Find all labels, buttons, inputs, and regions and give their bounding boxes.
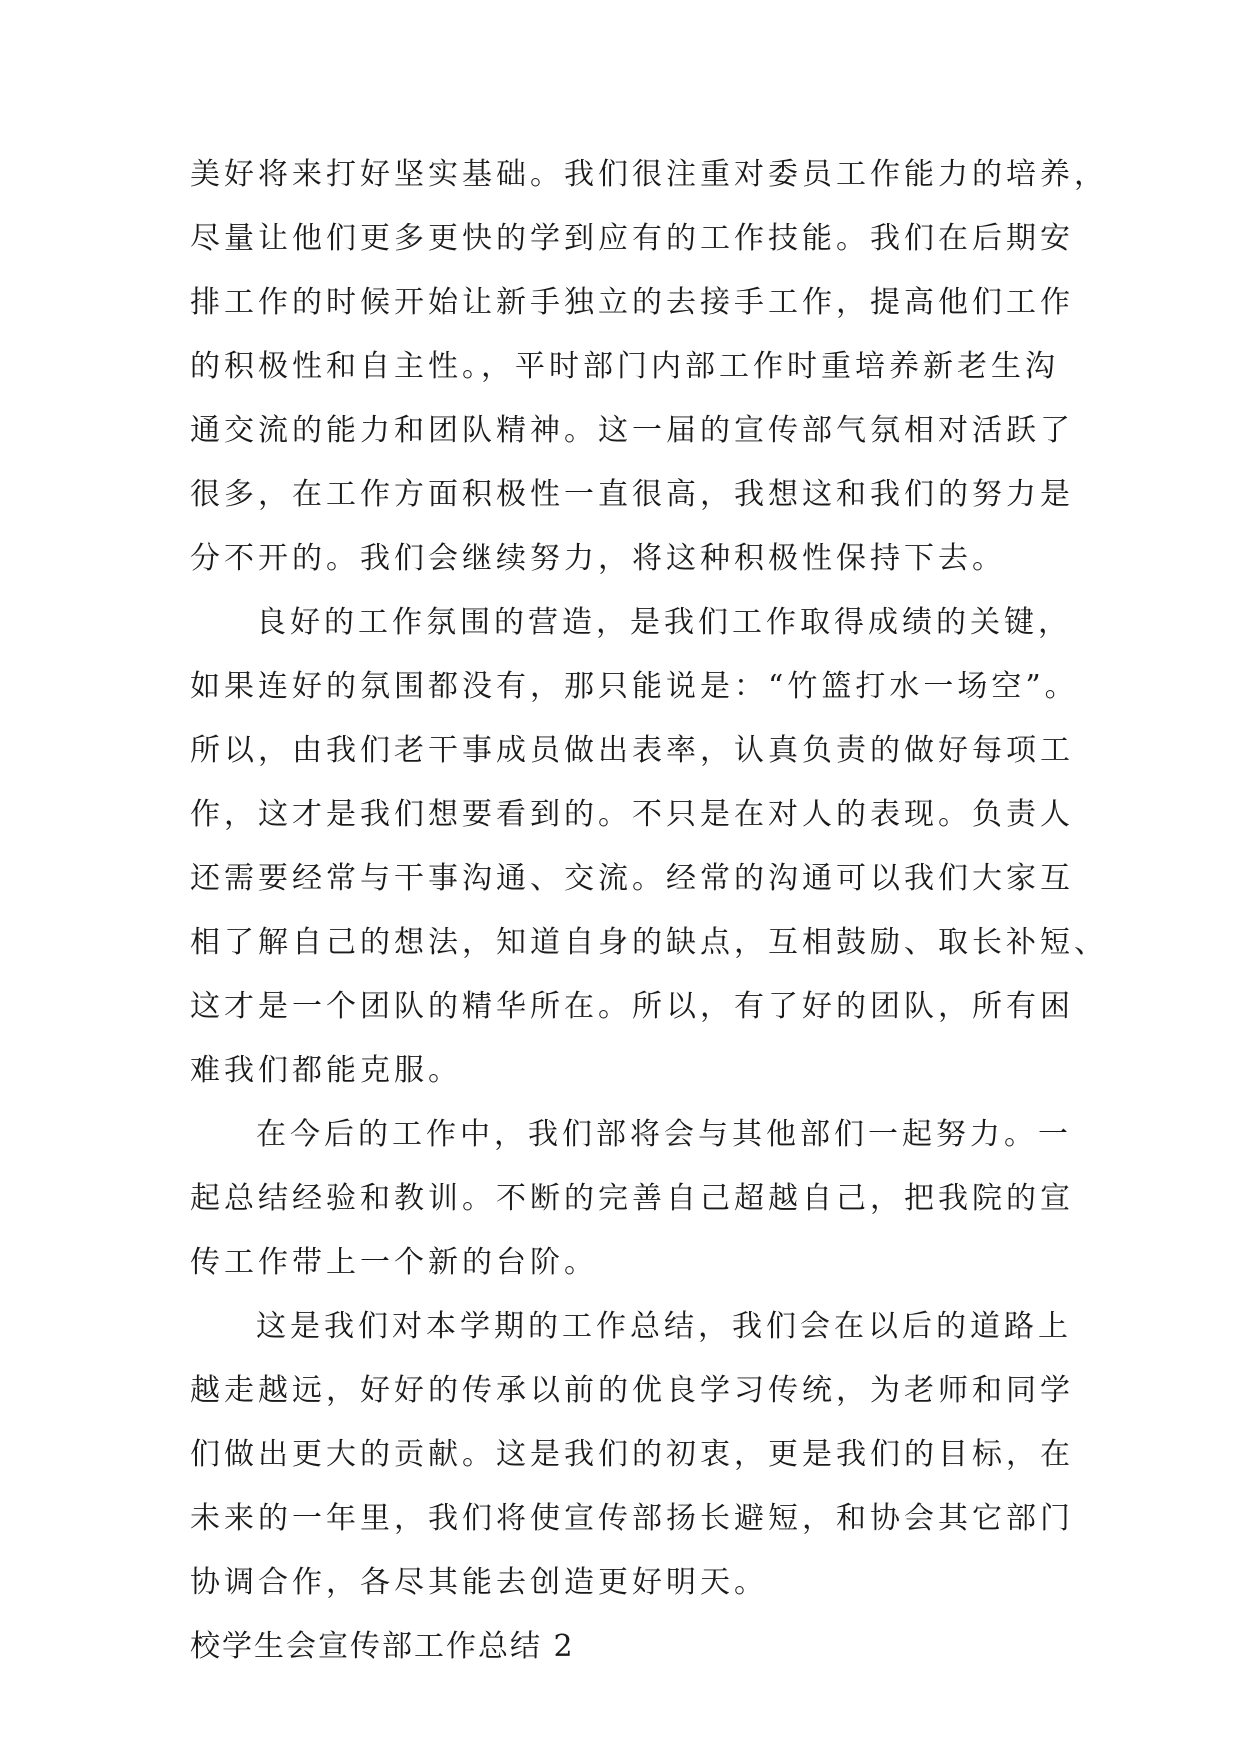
paragraph-4-line-5: 协调合作，各尽其能去创造更好明天。 [190, 1565, 768, 1600]
paragraph-4-line-4: 未来的一年里，我们将使宣传部扬长避短，和协会其它部门 [190, 1501, 1074, 1536]
section-heading: 校学生会宣传部工作总结 2 [190, 1629, 575, 1664]
paragraph-2-line-8: 难我们都能克服。 [190, 1053, 462, 1088]
paragraph-4-line-3: 们做出更大的贡献。这是我们的初衷，更是我们的目标，在 [190, 1437, 1074, 1472]
paragraph-2-line-1: 良好的工作氛围的营造，是我们工作取得成绩的关键， [256, 605, 1072, 640]
paragraph-4-line-2: 越走越远，好好的传承以前的优良学习传统，为老师和同学 [190, 1373, 1074, 1408]
paragraph-2-line-3: 所以，由我们老干事成员做出表率，认真负责的做好每项工 [190, 733, 1074, 768]
paragraph-2-line-6: 相了解自己的想法，知道自身的缺点，互相鼓励、取长补短、 [190, 925, 1108, 960]
paragraph-1-line-5: 通交流的能力和团队精神。这一届的宣传部气氛相对活跃了 [190, 413, 1074, 448]
paragraph-1-line-4: 的积极性和自主性。，平时部门内部工作时重培养新老生沟 [190, 349, 1059, 384]
paragraph-1-line-7: 分不开的。我们会继续努力，将这种积极性保持下去。 [190, 541, 1006, 576]
paragraph-2-line-5: 还需要经常与干事沟通、交流。经常的沟通可以我们大家互 [190, 861, 1074, 896]
paragraph-2-line-7: 这才是一个团队的精华所在。所以，有了好的团队，所有困 [190, 989, 1074, 1024]
paragraph-1-line-3: 排工作的时候开始让新手独立的去接手工作，提高他们工作 [190, 285, 1074, 320]
paragraph-3-line-2: 起总结经验和教训。不断的完善自己超越自己，把我院的宣 [190, 1181, 1074, 1216]
paragraph-2-line-4: 作，这才是我们想要看到的。不只是在对人的表现。负责人 [190, 797, 1074, 832]
paragraph-1-line-2: 尽量让他们更多更快的学到应有的工作技能。我们在后期安 [190, 221, 1074, 256]
paragraph-3-line-1: 在今后的工作中，我们部将会与其他部们一起努力。一 [256, 1117, 1072, 1152]
paragraph-1-line-6: 很多，在工作方面积极性一直很高，我想这和我们的努力是 [190, 477, 1074, 512]
paragraph-1-line-1: 美好将来打好坚实基础。我们很注重对委员工作能力的培养， [190, 157, 1108, 192]
paragraph-3-line-3: 传工作带上一个新的台阶。 [190, 1245, 598, 1280]
paragraph-2-line-2: 如果连好的氛围都没有，那只能说是：“竹篮打水一场空”。 [190, 669, 1079, 704]
paragraph-4-line-1: 这是我们对本学期的工作总结，我们会在以后的道路上 [256, 1309, 1072, 1344]
